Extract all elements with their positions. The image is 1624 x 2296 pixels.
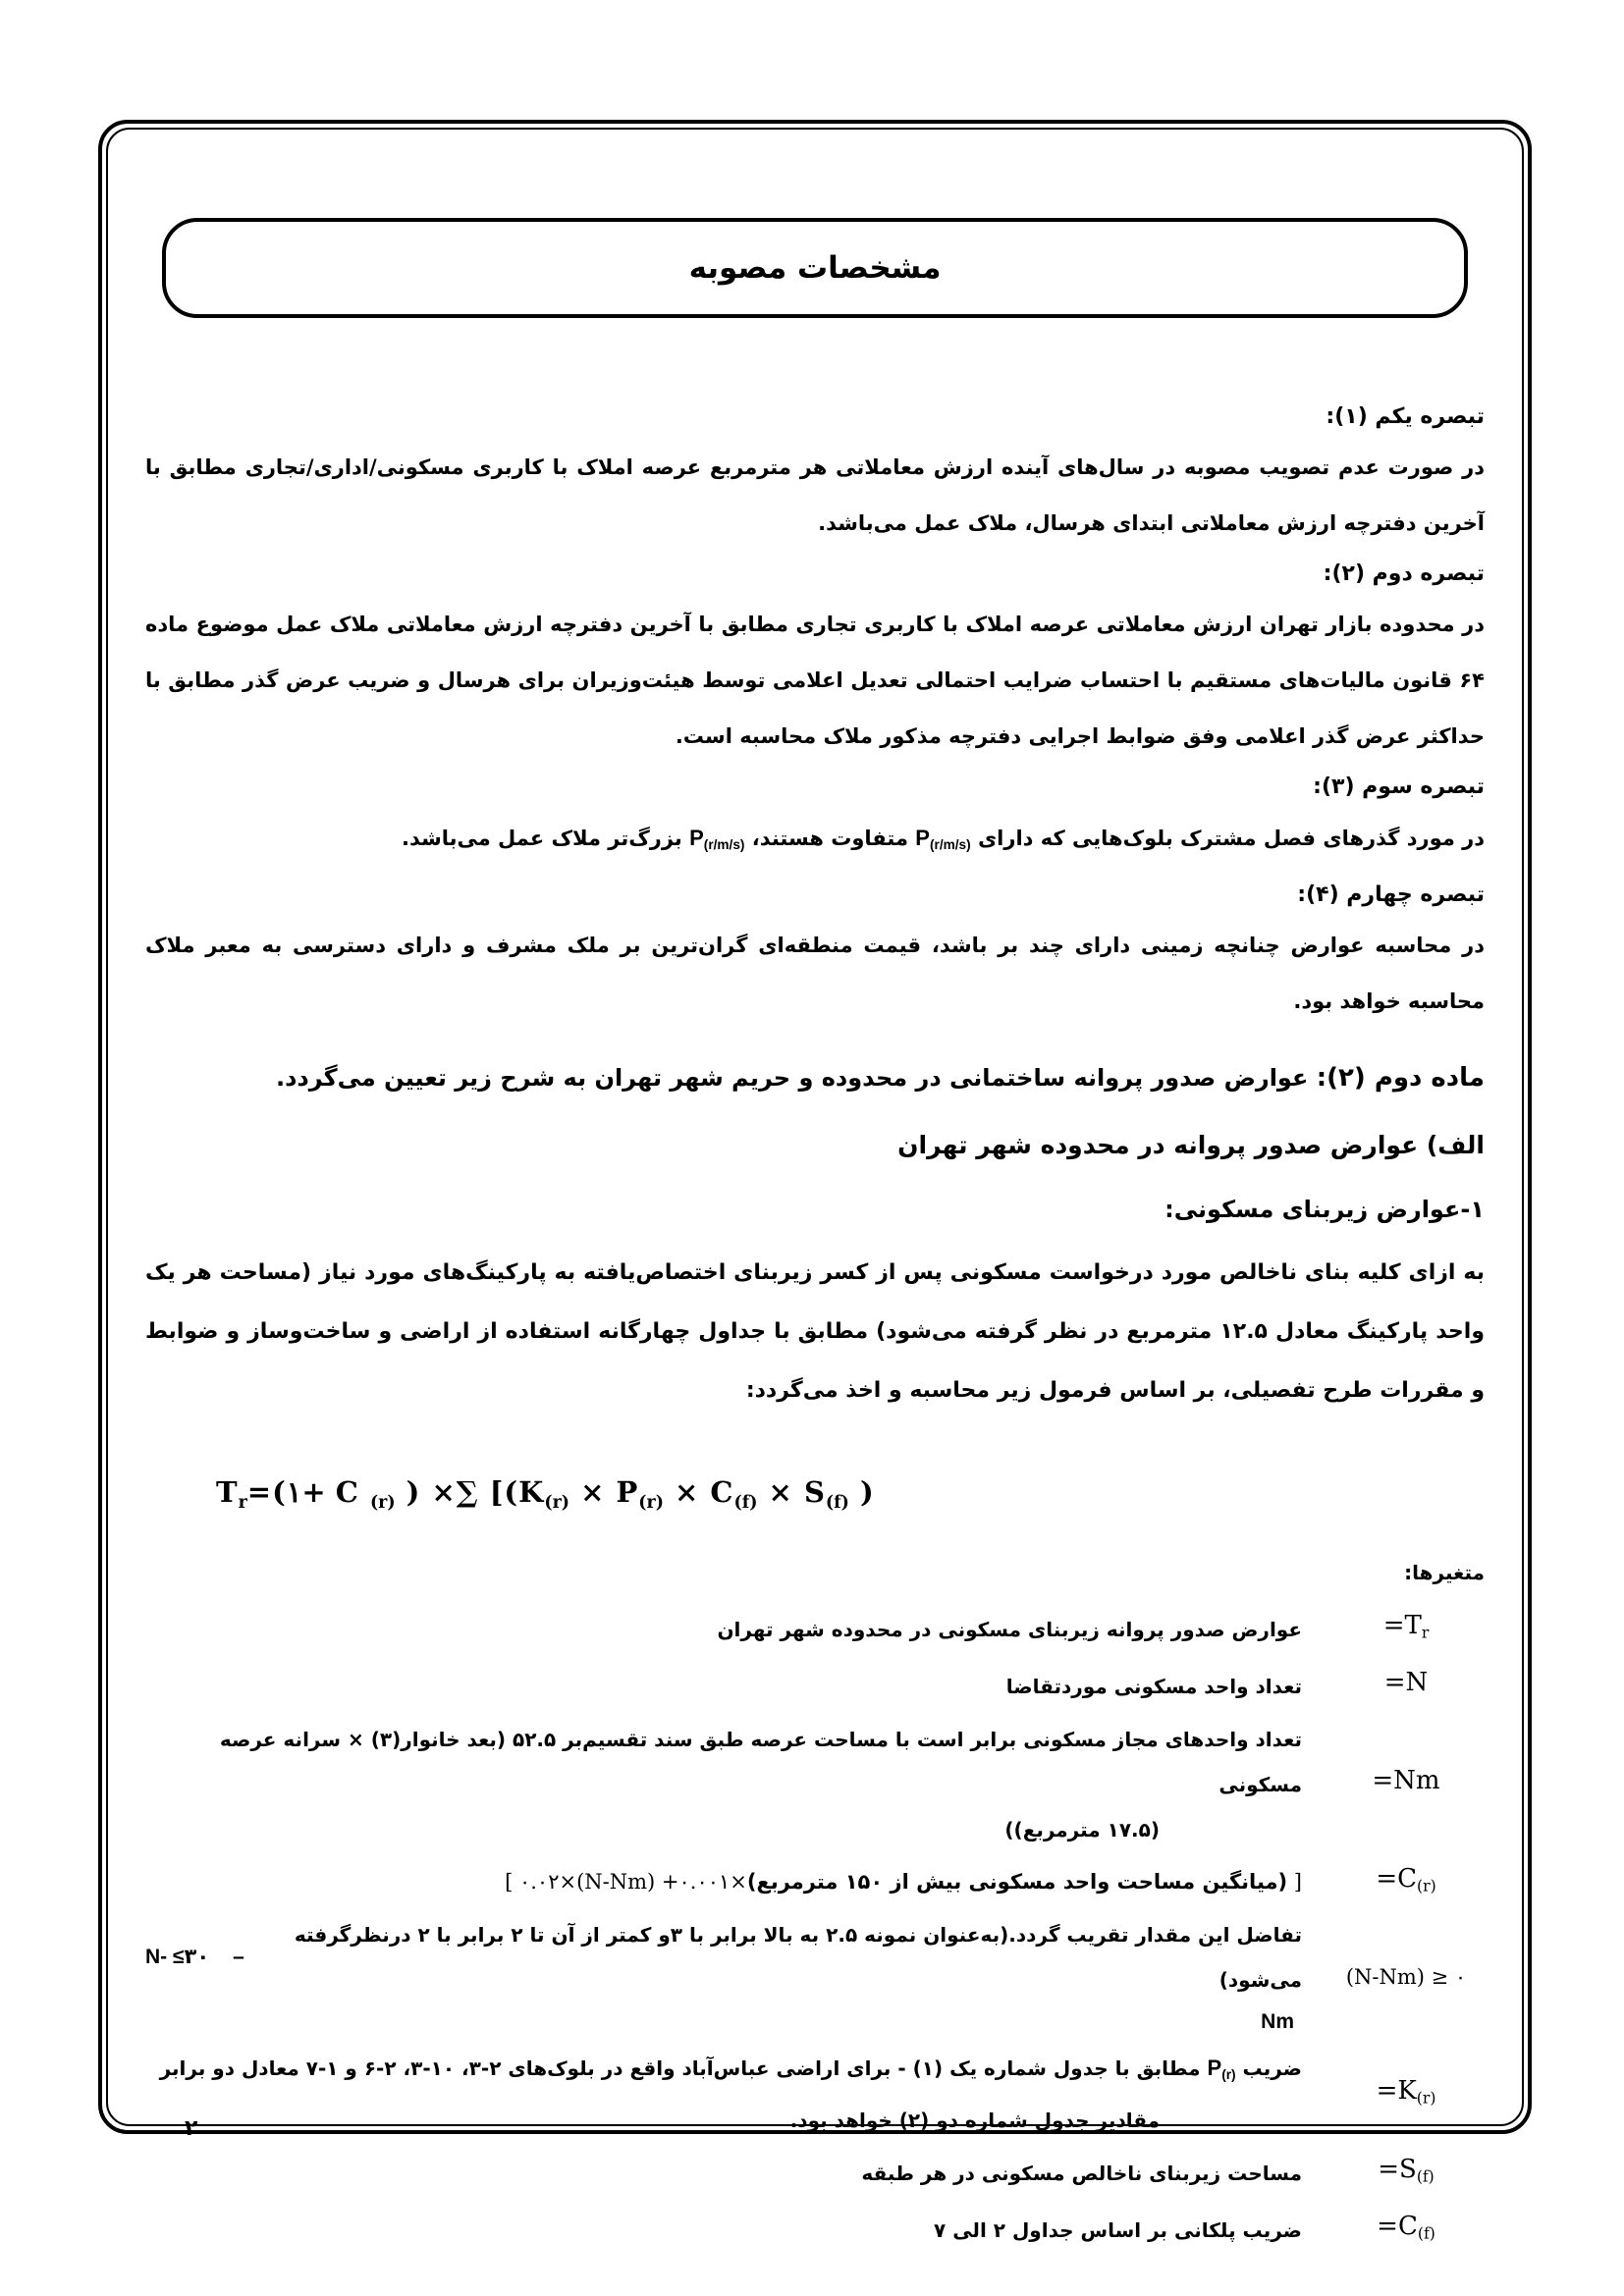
page-border-inner	[106, 128, 1524, 2243]
p-r-symbol: $P_{(r)}$	[1207, 2056, 1236, 2083]
note-2-body: در محدوده بازار تهران ارزش معاملاتی عرصه املاک با کاربری تجاری مطابق با آخرین دفترچه ارزش معاملاتی ملاک عمل موضوع ماده ۶۴ قانون مالیات‌های مستقیم با احتساب ضرایب احتمالی تعدیل اعلامی توسط هیئت‌وزیران برای هرسال و ضریب عرض گذر مطابق با حداکثر عرض گذر اعلامی وفق ضوابط اجرایی دفترچه مذکور ملاک محاسبه است.	[145, 613, 1485, 748]
section-a-heading: الف) عوارض صدور پروانه در محدوده شهر تهران	[897, 1131, 1485, 1160]
variable-description: تعداد واحد مسکونی موردتقاضا	[1005, 1674, 1302, 1698]
formula-segment: × P	[568, 1475, 639, 1510]
variable-row-cr	[145, 1856, 1485, 1909]
subsection-1-heading: ۱-عوارض زیربنای مسکونی:	[1164, 1196, 1485, 1224]
limit-wrap-nm: Nm	[1261, 2010, 1294, 2034]
variable-row-tr	[145, 1603, 1485, 1656]
formula-subscript: (f)	[825, 1493, 849, 1514]
variable-description-line-2: مقادیر جدول شماره دو (۲) خواهد بود.	[789, 2109, 1160, 2133]
formula-segment: ) ×∑ [(K	[395, 1475, 545, 1510]
variable-description	[145, 1859, 1302, 1904]
variable-row-nm	[145, 1717, 1485, 1852]
note-3-text-3: بزرگ‌تر ملاک عمل می‌باشد.	[401, 827, 682, 850]
page-border	[98, 120, 1532, 2243]
rounding-note-text: تفاضل این مقدار تقریب گردد.(به‌عنوان نمونه ۲.۵ به بالا برابر با ۳و کمتر از آن تا ۲ برابر با ۲ درنظرگرفته می‌شود)	[294, 1923, 1302, 1993]
title-box	[162, 218, 1468, 318]
note-4-heading: تبصره چهارم (۴):	[1297, 882, 1485, 908]
note-1-heading: تبصره یکم (۱):	[1326, 404, 1485, 429]
variable-row-kr	[145, 2046, 1485, 2143]
variable-row-sf	[145, 2147, 1485, 2200]
formula-segment: T	[216, 1475, 239, 1510]
variable-description: عوارض صدور پروانه زیربنای مسکونی در محدوده شهر تهران	[717, 1617, 1302, 1641]
page-title: مشخصات مصوبه	[688, 250, 942, 286]
cr-formula	[145, 1859, 1302, 1904]
residential-intro-paragraph: به ازای کلیه بنای ناخالص مورد درخواست مسکونی پس از کسر زیربنای اختصاص‌یافته به پارکینگ‌های مورد نیاز (مساحت هر یک واحد پارکینگ معادل ۱۲.۵ مترمربع در نظر گرفته می‌شود) مطابق با جداول چهارگانه استفاده از اراضی و ساخت‌وساز و ضوابط و مقررات طرح تفصیلی، بر اساس فرمول زیر محاسبه و اخذ می‌گردد:	[145, 1260, 1485, 1404]
variable-description	[145, 2046, 1302, 2143]
formula-subscript: r	[238, 1493, 247, 1514]
variable-symbol: $=K_{(r)}$	[1376, 2075, 1436, 2108]
variable-description: ضریب پلکانی بر اساس جداول ۲ الی ۷	[934, 2217, 1302, 2242]
kr-text-post: مطابق با جدول شماره یک (۱) - برای اراضی عباس‌آباد واقع در بلوک‌های ۲-۳، ۱۰-۳، ۲-۶ و ۱-۷ معادل دو برابر	[159, 2056, 1201, 2081]
note-2-heading: تبصره دوم (۲):	[1323, 561, 1485, 586]
note-4-body: در محاسبه عوارض چنانچه زمینی دارای چند بر باشد، قیمت منطقه‌ای گران‌ترین بر ملک مشرف و دارای دسترسی به معبر ملاک محاسبه خواهد بود.	[145, 934, 1485, 1014]
variable-row-n-minus-nm	[145, 1912, 1485, 2042]
article-2-text: عوارض صدور پروانه ساختمانی در محدوده و حریم شهر تهران به شرح زیر تعیین می‌گردد.	[276, 1064, 1309, 1093]
variable-description-line-1: تعداد واحدهای مجاز مسکونی برابر است با مساحت عرصه طبق سند تقسیم‌بر ۵۲.۵ (بعد خانوار(۳) × سرانه عرصه مسکونی	[219, 1727, 1302, 1796]
note-3-heading: تبصره سوم (۳):	[1313, 774, 1485, 799]
formula-segment: × C	[663, 1475, 734, 1510]
formula-subscript: (r)	[638, 1493, 664, 1514]
variable-row-n	[145, 1660, 1485, 1713]
variable-symbol: =N	[1383, 1667, 1429, 1697]
variable-symbol: (N-Nm) ≥ ۰	[1345, 1965, 1467, 1990]
cr-formula-right: ]	[1287, 1870, 1302, 1895]
note-3-text-2: متفاوت هستند،	[751, 827, 908, 850]
article-2-lead: ماده دوم (۲):	[1316, 1063, 1485, 1094]
residential-fee-formula	[216, 1475, 1485, 1513]
variable-symbol: $=T_r$	[1382, 1611, 1430, 1642]
variable-description	[145, 1717, 1302, 1852]
note-3-text-1: در مورد گذرهای فصل مشترک بلوک‌هایی که دارای	[977, 827, 1485, 850]
variable-description: مساحت زیربنای ناخالص مسکونی در هر طبقه	[861, 2162, 1302, 2186]
formula-segment: × S	[757, 1475, 826, 1510]
variable-row-cf	[145, 2204, 1485, 2257]
formula-segment: =(۱+ C	[246, 1475, 370, 1510]
limit-expression: N- ≤۳۰	[145, 1946, 210, 1969]
formula-subscript: (r)	[544, 1493, 569, 1514]
variable-description-line-2: (۱۷.۵ مترمربع))	[1004, 1817, 1160, 1842]
article-2-line	[145, 1055, 1485, 1100]
cr-formula-persian: (میانگین مساحت واحد مسکونی بیش از ۱۵۰ مترمربع)	[746, 1870, 1288, 1895]
note-3-body	[145, 810, 1485, 873]
note-1-body: در صورت عدم تصویب مصوبه در سال‌های آینده ارزش معاملاتی هر مترمربع عرصه املاک با کاربری مسکونی/اداری/تجاری مطابق با آخرین دفترچه ارزش معاملاتی ابتدای هرسال، ملاک عمل می‌باشد.	[145, 455, 1485, 535]
variable-description-line-1	[145, 2046, 1302, 2098]
dash: –	[233, 1946, 244, 1969]
variable-symbol: $=C_{(r)}$	[1376, 1863, 1436, 1896]
rounding-note-line	[145, 1912, 1302, 2002]
variables-label: متغیرها:	[1404, 1561, 1485, 1585]
cr-formula-left: [ ۰.۰۲×(N-Nm) +۰.۰۰۱×	[505, 1870, 747, 1895]
formula-subscript: (f)	[733, 1493, 758, 1514]
document-content	[108, 400, 1522, 2257]
kr-text-pre: ضریب	[1242, 2056, 1302, 2081]
variable-symbol: $=C_{(f)}$	[1377, 2211, 1435, 2243]
formula-subscript: (r)	[369, 1493, 396, 1514]
formula-segment: )	[848, 1475, 875, 1510]
variable-description	[145, 1912, 1302, 2042]
page-number: ۲	[185, 2116, 198, 2141]
p-rms-symbol: $P_{(r/m/s)}$	[689, 826, 745, 853]
p-rms-symbol: $P_{(r/m/s)}$	[915, 826, 971, 853]
variable-symbol: =Nm	[1372, 1765, 1440, 1795]
variables-list	[145, 1603, 1485, 2256]
variable-symbol: $=S_{(f)}$	[1378, 2155, 1435, 2186]
